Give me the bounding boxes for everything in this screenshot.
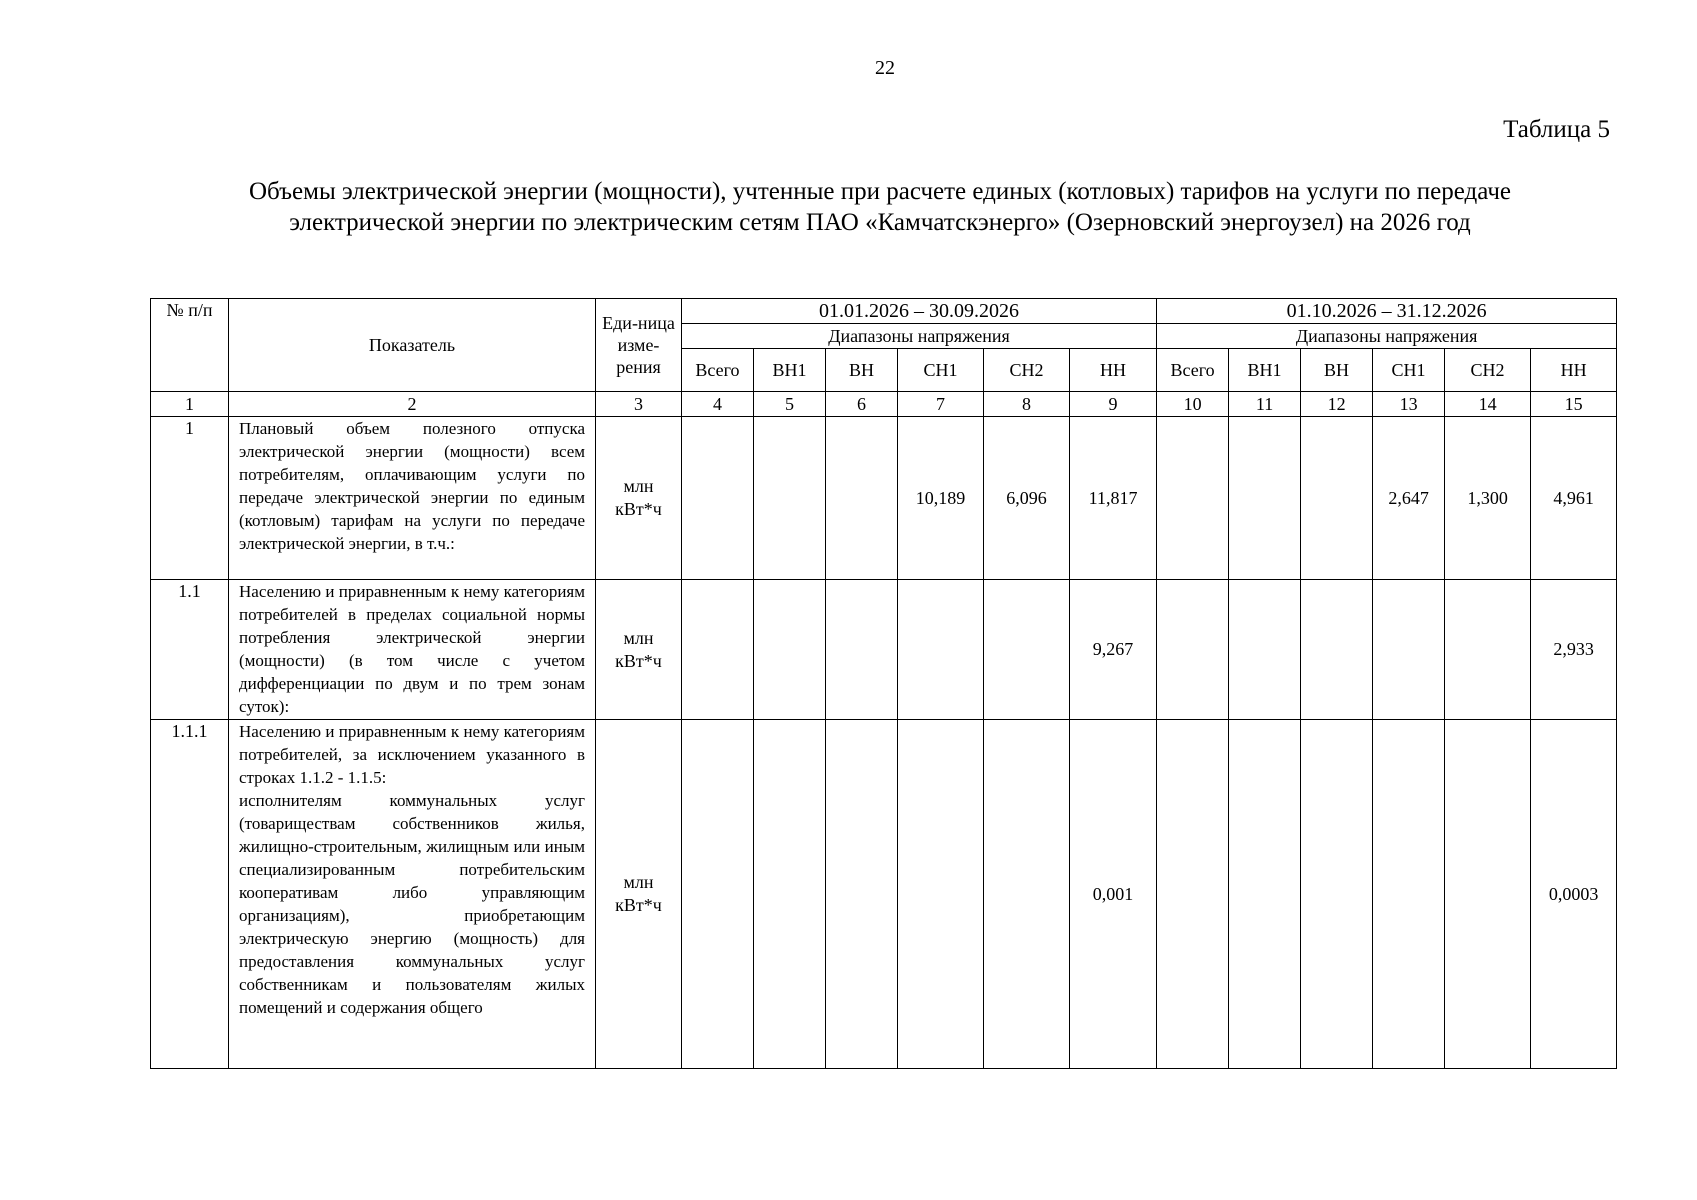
- row-value: [1229, 720, 1301, 1069]
- row-value: [1445, 720, 1531, 1069]
- row-value: [1445, 580, 1531, 720]
- row-value: 1,300: [1445, 417, 1531, 580]
- header-ranges-1: Диапазоны напряжения: [682, 324, 1157, 349]
- row-value: [682, 417, 754, 580]
- tariff-volumes-table: [150, 298, 1617, 1069]
- table-row: [151, 580, 1617, 720]
- column-number: 6: [826, 392, 898, 417]
- row-indicator: [229, 720, 596, 1069]
- title-line-1: Объемы электрической энергии (мощности), учтенные при расчете единых (котловых) тарифов на услуги по передаче: [248, 178, 1512, 205]
- column-number: 10: [1157, 392, 1229, 417]
- row-value: [1301, 417, 1373, 580]
- header-indicator: Показатель: [229, 299, 596, 392]
- row-value: [984, 720, 1070, 1069]
- row-indicator: Населению и приравненным к нему категориям потребителей в пределах социальной нормы потребления электрической энергии (мощности) (в том числе с учетом дифференциации по двум и по трем зонам суток):: [229, 580, 596, 720]
- header-col-sn1: СН1: [898, 349, 984, 392]
- row-value: 0,001: [1070, 720, 1157, 1069]
- column-number: 1: [151, 392, 229, 417]
- row-value: [984, 580, 1070, 720]
- row-unit: млн кВт*ч: [596, 580, 682, 720]
- header-num: № п/п: [151, 299, 229, 392]
- row-indicator: Плановый объем полезного отпуска электрической энергии (мощности) всем потребителям, оплачивающим услуги по передаче электрической энергии по единым (котловым) тарифам на услуги по передаче электрической энергии, в т.ч.:: [229, 417, 596, 580]
- row-value: [898, 580, 984, 720]
- row-value: [682, 580, 754, 720]
- row-value: 4,961: [1531, 417, 1617, 580]
- page-number: 22: [875, 57, 895, 79]
- table-label: Таблица 5: [1503, 116, 1610, 143]
- row-num: 1.1.1: [151, 720, 229, 1069]
- header-unit: Еди-ница изме-рения: [596, 299, 682, 392]
- row-value: 2,933: [1531, 580, 1617, 720]
- row-value: [1301, 580, 1373, 720]
- row-value: [826, 720, 898, 1069]
- column-number: 12: [1301, 392, 1373, 417]
- header-period-2: 01.10.2026 – 31.12.2026: [1157, 299, 1617, 324]
- row-value: [1157, 580, 1229, 720]
- row-value: [1157, 417, 1229, 580]
- header-col-sn1: СН1: [1373, 349, 1445, 392]
- row-value: [754, 720, 826, 1069]
- row-value: [682, 720, 754, 1069]
- column-number: 3: [596, 392, 682, 417]
- header-col-nn: НН: [1531, 349, 1617, 392]
- row-value: 11,817: [1070, 417, 1157, 580]
- row-unit: млн кВт*ч: [596, 720, 682, 1069]
- column-number: 2: [229, 392, 596, 417]
- row-indicator-part-1: Населению и приравненным к нему категориям потребителей, за исключением указанного в строках 1.1.2 - 1.1.5:: [239, 722, 585, 787]
- row-value: [754, 417, 826, 580]
- row-value: [826, 580, 898, 720]
- header-col-vn: ВН: [826, 349, 898, 392]
- header-col-total: Всего: [1157, 349, 1229, 392]
- header-col-total: Всего: [682, 349, 754, 392]
- column-number: 7: [898, 392, 984, 417]
- table-row: [151, 720, 1617, 1069]
- header-col-vn1: ВН1: [1229, 349, 1301, 392]
- row-value: [754, 580, 826, 720]
- row-value: [898, 720, 984, 1069]
- row-value: 9,267: [1070, 580, 1157, 720]
- column-number: 4: [682, 392, 754, 417]
- document-title: [150, 176, 1610, 238]
- row-value: 2,647: [1373, 417, 1445, 580]
- header-col-sn2: СН2: [1445, 349, 1531, 392]
- header-ranges-2: Диапазоны напряжения: [1157, 324, 1617, 349]
- row-value: 10,189: [898, 417, 984, 580]
- row-num: 1: [151, 417, 229, 580]
- column-number: 5: [754, 392, 826, 417]
- title-line-2: электрической энергии по электрическим сетям ПАО «Камчатскэнерго» (Озерновский энергоузел) на 2026 год: [289, 209, 1471, 236]
- row-value: [1373, 580, 1445, 720]
- row-value: [1373, 720, 1445, 1069]
- column-number: 15: [1531, 392, 1617, 417]
- row-value: 6,096: [984, 417, 1070, 580]
- row-unit: млн кВт*ч: [596, 417, 682, 580]
- header-col-vn: ВН: [1301, 349, 1373, 392]
- row-value: [1229, 580, 1301, 720]
- column-number: 9: [1070, 392, 1157, 417]
- column-number: 13: [1373, 392, 1445, 417]
- row-value: [826, 417, 898, 580]
- row-value: [1157, 720, 1229, 1069]
- header-col-nn: НН: [1070, 349, 1157, 392]
- column-number: 8: [984, 392, 1070, 417]
- row-value: [1301, 720, 1373, 1069]
- header-period-1: 01.01.2026 – 30.09.2026: [682, 299, 1157, 324]
- row-value: [1229, 417, 1301, 580]
- header-col-sn2: СН2: [984, 349, 1070, 392]
- row-value: 0,0003: [1531, 720, 1617, 1069]
- column-number: 14: [1445, 392, 1531, 417]
- row-indicator-part-2: исполнителям коммунальных услуг (товариществам собственников жилья, жилищно-строительным, жилищным или иным специализированным потребительским кооперативам либо управляющим организациям), приобретающим электрическую энергию (мощность) для предоставления коммунальных услуг собственникам и пользователям жилых помещений и содержания общего: [239, 791, 585, 1017]
- table-row: [151, 417, 1617, 580]
- header-col-vn1: ВН1: [754, 349, 826, 392]
- column-number: 11: [1229, 392, 1301, 417]
- row-num: 1.1: [151, 580, 229, 720]
